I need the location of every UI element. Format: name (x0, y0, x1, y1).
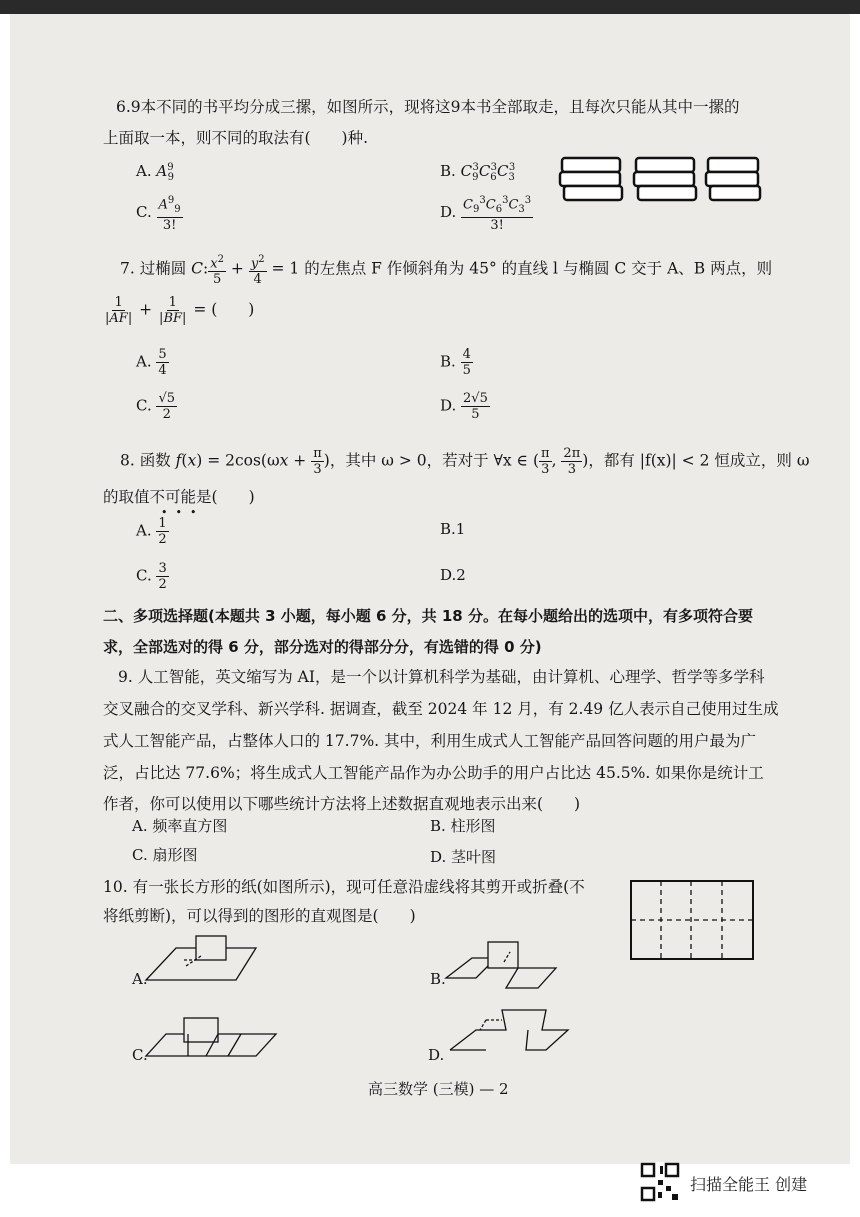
q10-option-a-figure (146, 936, 276, 988)
book-stack-2 (634, 158, 696, 200)
q10-option-a-label: A. (132, 970, 148, 988)
q8-option-a: A. $\frac{1}{2}$ (136, 516, 167, 547)
q6-option-b: B. $C_9^3C_6^3C_3^3$ (440, 162, 516, 183)
q9-line1: 9. 人工智能，英文缩写为 AI，是一个以计算机科学为基础，由计算机、心理学、哲学等多学科 (118, 668, 765, 686)
q10-paper-figure (630, 880, 754, 960)
q10-option-c-label: C. (132, 1046, 148, 1064)
book-stack-1 (560, 158, 622, 200)
q9-option-d: D. 茎叶图 (430, 848, 497, 866)
q10-option-d-label: D. (428, 1046, 445, 1064)
q8-option-c: C. $\frac{3}{2}$ (136, 561, 167, 592)
q8-option-b: B.1 (440, 520, 466, 538)
q8-option-d: D.2 (440, 566, 466, 584)
q9-option-b: B. 柱形图 (430, 817, 496, 835)
q6-option-c: C. $\frac{A^9_9}{3!}$ (136, 195, 181, 233)
q9-option-c: C. 扇形图 (132, 846, 198, 864)
q10-line2: 将纸剪断)，可以得到的图形的直观图是( ) (103, 907, 416, 925)
book-stacks-figure (560, 152, 760, 208)
q9-line5: 作者，你可以使用以下哪些统计方法将上述数据直观地表示出来( ) (103, 795, 581, 813)
section2-heading-line1: 二、多项选择题(本题共 3 小题，每小题 6 分，共 18 分。在每小题给出的选项中，有多项符合要 (103, 607, 753, 625)
q6-option-d: D. $\frac{C_9^3C_6^3C_3^3}{3!}$ (440, 195, 532, 233)
scan-top-shadow (0, 0, 860, 14)
q8-stem: 8. 函数 f(x) = 2cos(ωx + $\frac{\pi}{3}$ )，其中 ω > 0，若对于 ∀x ∈ ( $\frac{\pi}{3}$ , $\frac{2\pi}{3}$ )，都有 |f(x)| < 2 恒成立，则 ω (120, 446, 810, 477)
q7-option-c: C. $\frac{√5}{2}$ (136, 391, 176, 422)
q10-option-d-figure (446, 1000, 576, 1060)
q7-option-d: D. $\frac{2√5}{5}$ (440, 391, 488, 422)
q7-expression: $\frac{1}{|AF|}$ + $\frac{1}{|BF|}$ = ( ) (105, 295, 255, 326)
q10-option-c-figure (146, 1012, 296, 1064)
q7-stem: 7. 过椭圆 C: $\frac{x^2}{5}$ + $\frac{y^2}{4}$ = 1 的左焦点 F 作倾斜角为 45° 的直线 l 与椭圆 C 交于 A、B 两点，则 (120, 254, 773, 288)
q6-option-a: A. $A^9_9$ (136, 162, 174, 183)
q9-line2: 交叉融合的交叉学科、新兴学科. 据调查，截至 2024 年 12 月，有 2.49 亿人表示自己使用过生成 (103, 700, 779, 718)
emphasis-dots: 不可能 ••• (149, 488, 205, 519)
q9-line4: 泛，占比达 77.6%；将生成式人工智能产品作为办公助手的用户占比达 45.5%. 如果你是统计工 (103, 764, 764, 782)
section2-heading-line2: 求，全部选对的得 6 分，部分选对的得部分分，有选错的得 0 分) (103, 638, 542, 656)
q9-line3: 式人工智能产品，占整体人口的 17.7%. 其中，利用生成式人工智能产品回答问题的用户最为广 (103, 732, 757, 750)
scanner-watermark (640, 1160, 850, 1206)
scanner-label: 扫描全能王 创建 (690, 1175, 808, 1194)
qr-code-icon (640, 1162, 680, 1202)
q10-option-b-label: B. (430, 970, 446, 988)
q7-option-b: B. $\frac{4}{5}$ (440, 347, 471, 378)
q10-option-b-figure (446, 934, 596, 990)
q10-line1: 10. 有一张长方形的纸(如图所示)，现可任意沿虚线将其剪开或折叠(不 (103, 878, 585, 896)
q9-option-a: A. 频率直方图 (132, 817, 228, 835)
q8-stem-line2: 的取值不可能 ••• 是( ) (103, 488, 255, 519)
q6-stem-line1: 6.9本不同的书平均分成三摞，如图所示，现将这9本书全部取走，且每次只能从其中一摞的 (116, 98, 740, 116)
q6-stem-line2: 上面取一本，则不同的取法有( )种. (103, 129, 369, 147)
q7-option-a: A. $\frac{5}{4}$ (136, 347, 167, 378)
page-footer: 高三数学 (三模) — 2 (368, 1080, 509, 1098)
book-stack-3 (706, 158, 760, 200)
